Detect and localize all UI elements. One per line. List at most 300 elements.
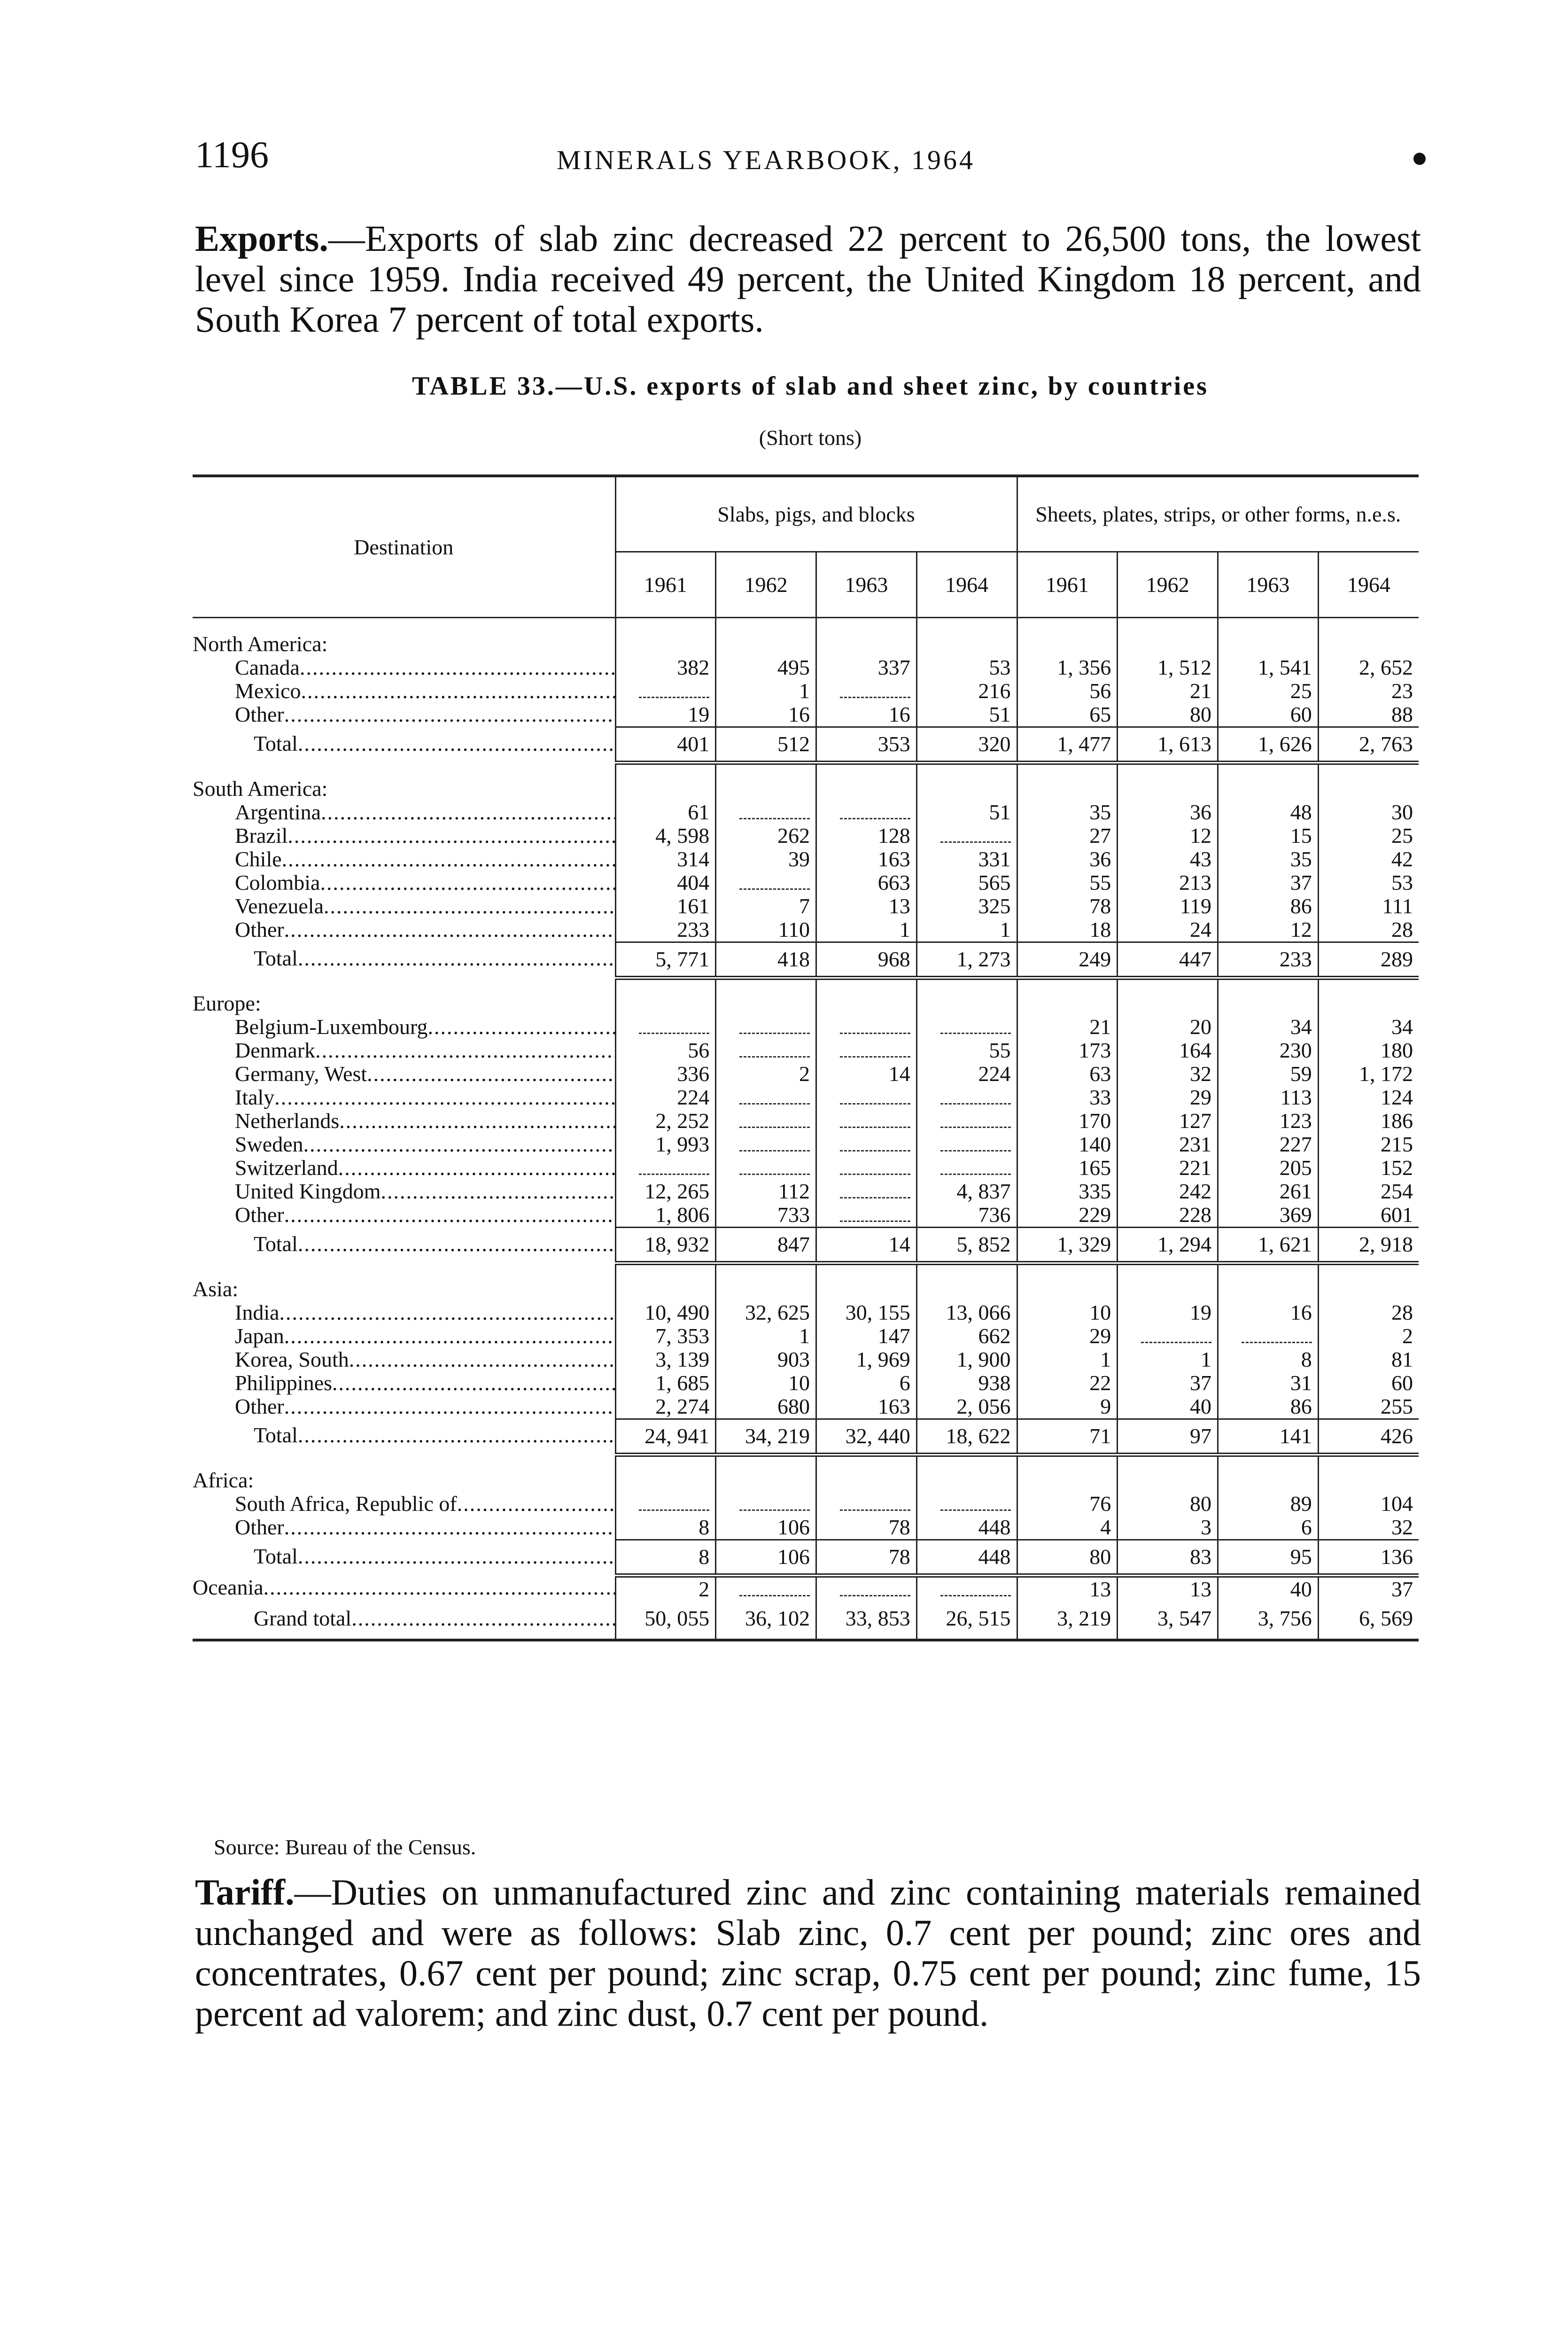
row-label-text: Canada	[235, 656, 300, 679]
table-cell: 48	[1218, 801, 1319, 824]
table-cell: 65	[1017, 703, 1118, 727]
table-cell: 30	[1318, 801, 1419, 824]
table-cell: 86	[1218, 894, 1319, 918]
row-label-text: Asia:	[193, 1276, 239, 1301]
table-cell	[1017, 978, 1118, 1015]
table-cell: 18, 932	[615, 1228, 716, 1263]
dot-leader	[457, 1492, 615, 1516]
table-row	[193, 1086, 1419, 1109]
table-cell: 447	[1118, 942, 1218, 978]
table-cell: 152	[1318, 1156, 1419, 1180]
empty-dash	[1242, 1329, 1312, 1343]
year-header: 1964	[1318, 552, 1419, 618]
table-cell: 60	[1218, 703, 1319, 727]
row-label	[193, 978, 615, 1015]
table-cell: 3, 547	[1118, 1601, 1218, 1640]
row-label	[193, 918, 615, 942]
table-cell: 35	[1218, 848, 1319, 871]
table-cell	[615, 1492, 716, 1516]
empty-dash	[840, 1582, 910, 1596]
table-cell: 448	[916, 1516, 1017, 1540]
row-label	[193, 703, 615, 727]
table-cell	[1017, 618, 1118, 656]
table-cell: 3	[1118, 1516, 1218, 1540]
table-cell: 369	[1218, 1203, 1319, 1228]
empty-dash	[840, 1160, 910, 1175]
table-cell: 1	[1017, 1348, 1118, 1371]
table-cell: 86	[1218, 1395, 1319, 1419]
table-cell: 51	[916, 801, 1017, 824]
dot-leader	[284, 703, 615, 726]
table-cell: 83	[1118, 1540, 1218, 1576]
table-cell: 2, 274	[615, 1395, 716, 1419]
tariff-text: —Duties on unmanufactured zinc and zinc containing materials remained unchanged and were as follows: Slab zinc, 0.7 cent per pound; zinc ores and concentrates, 0.67 cent per pound; zinc scrap, 0.75 cent per pound; zinc fume, 15 percent ad valorem; and zinc dust, 0.7 cent per pound.	[195, 1872, 1421, 2034]
table-cell	[716, 978, 816, 1015]
table-cell: 34, 219	[716, 1419, 816, 1455]
table-cell	[816, 1039, 917, 1062]
row-label	[193, 679, 615, 703]
total-row	[193, 1419, 1419, 1455]
table-cell: 27	[1017, 824, 1118, 848]
table-cell: 1, 294	[1118, 1228, 1218, 1263]
empty-dash	[940, 1582, 1011, 1596]
table-cell	[1218, 1455, 1319, 1492]
table-cell: 495	[716, 656, 816, 679]
table-cell: 81	[1318, 1348, 1419, 1371]
table-cell	[816, 763, 917, 801]
page-header	[195, 134, 1426, 176]
table-cell: 8	[615, 1540, 716, 1576]
row-label-text: Total	[254, 1423, 298, 1447]
row-label-text: Other	[235, 703, 284, 726]
exports-lead: Exports.	[195, 218, 328, 259]
empty-dash	[840, 1184, 910, 1198]
table-cell: 325	[916, 894, 1017, 918]
table-cell	[716, 1455, 816, 1492]
table-cell	[615, 1263, 716, 1301]
table-cell: 2	[1318, 1324, 1419, 1348]
table-cell: 37	[1318, 1576, 1419, 1602]
table-row	[193, 894, 1419, 918]
table-cell: 229	[1017, 1203, 1118, 1228]
table-row	[193, 1015, 1419, 1039]
table-cell: 161	[615, 894, 716, 918]
empty-dash	[940, 1113, 1011, 1128]
row-label	[193, 1228, 615, 1263]
row-label	[193, 1180, 615, 1203]
table-cell: 55	[1017, 871, 1118, 894]
total-row	[193, 727, 1419, 763]
table-cell: 28	[1318, 918, 1419, 942]
table-cell: 6	[1218, 1516, 1319, 1540]
year-header: 1961	[615, 552, 716, 618]
row-label-text: South Africa, Republic of	[235, 1492, 457, 1516]
dot-leader	[321, 801, 615, 824]
dot-leader	[380, 1180, 615, 1203]
table-cell	[716, 1086, 816, 1109]
row-label-text: Colombia	[235, 871, 320, 894]
table-cell	[816, 1492, 917, 1516]
group-header-slabs: Slabs, pigs, and blocks	[615, 476, 1017, 552]
table-row	[193, 1492, 1419, 1516]
table-cell: 565	[916, 871, 1017, 894]
row-label-text: Mexico	[235, 679, 301, 703]
table-cell	[1318, 618, 1419, 656]
table-cell: 23	[1318, 679, 1419, 703]
table-cell: 165	[1017, 1156, 1118, 1180]
table-cell: 254	[1318, 1180, 1419, 1203]
table-cell	[615, 679, 716, 703]
table-cell: 29	[1118, 1086, 1218, 1109]
table-cell: 680	[716, 1395, 816, 1419]
table-cell: 382	[615, 656, 716, 679]
table-cell: 140	[1017, 1133, 1118, 1156]
row-label	[193, 1324, 615, 1348]
table-cell: 32, 625	[716, 1301, 816, 1324]
table-cell	[615, 1015, 716, 1039]
year-header: 1963	[816, 552, 917, 618]
table-cell: 221	[1118, 1156, 1218, 1180]
row-label	[193, 1156, 615, 1180]
empty-dash	[840, 1496, 910, 1511]
table-cell	[816, 1015, 917, 1039]
table-cell	[816, 1455, 917, 1492]
empty-dash	[739, 1019, 810, 1034]
table-cell: 289	[1318, 942, 1419, 978]
table-cell: 24, 941	[615, 1419, 716, 1455]
table-cell: 7, 353	[615, 1324, 716, 1348]
table-cell: 1, 806	[615, 1203, 716, 1228]
table-cell: 25	[1318, 824, 1419, 848]
table-cell: 1, 477	[1017, 727, 1118, 763]
dot-leader	[300, 656, 615, 679]
table-cell: 12	[1218, 918, 1319, 942]
table-cell: 448	[916, 1540, 1017, 1576]
dot-leader	[320, 871, 615, 894]
row-label	[193, 1015, 615, 1039]
exports-table-container	[193, 474, 1419, 1641]
table-cell	[1318, 1455, 1419, 1492]
table-subtitle: (Short tons)	[759, 426, 862, 450]
region-heading-row	[193, 618, 1419, 656]
table-cell: 1	[716, 679, 816, 703]
dot-leader	[282, 848, 615, 871]
table-cell: 230	[1218, 1039, 1319, 1062]
table-cell: 3, 139	[615, 1348, 716, 1371]
table-cell	[716, 1133, 816, 1156]
table-row	[193, 1348, 1419, 1371]
table-cell: 63	[1017, 1062, 1118, 1086]
table-cell	[816, 1180, 917, 1203]
row-label-text: Europe:	[193, 991, 261, 1015]
empty-dash	[739, 1137, 810, 1151]
destination-header: Destination	[193, 476, 615, 618]
table-cell: 163	[816, 1395, 917, 1419]
row-label-text: United Kingdom	[235, 1180, 381, 1203]
table-cell: 104	[1318, 1492, 1419, 1516]
table-cell: 16	[816, 703, 917, 727]
table-cell: 353	[816, 727, 917, 763]
empty-dash	[840, 1043, 910, 1058]
year-header: 1962	[1118, 552, 1218, 618]
table-cell: 53	[1318, 871, 1419, 894]
row-label	[193, 1419, 615, 1455]
table-cell	[716, 1156, 816, 1180]
table-cell: 164	[1118, 1039, 1218, 1062]
table-cell: 16	[716, 703, 816, 727]
dot-leader	[338, 1156, 615, 1180]
table-row	[193, 1576, 1419, 1602]
table-cell: 127	[1118, 1109, 1218, 1133]
table-cell: 2, 652	[1318, 656, 1419, 679]
table-cell: 50, 055	[615, 1601, 716, 1640]
table-cell: 40	[1218, 1576, 1319, 1602]
table-cell	[1118, 763, 1218, 801]
table-cell: 1, 993	[615, 1133, 716, 1156]
table-cell	[916, 1455, 1017, 1492]
table-row	[193, 1395, 1419, 1419]
table-cell: 78	[816, 1540, 917, 1576]
table-cell: 733	[716, 1203, 816, 1228]
empty-dash	[739, 1090, 810, 1104]
table-cell: 78	[1017, 894, 1118, 918]
table-cell: 903	[716, 1348, 816, 1371]
table-row	[193, 848, 1419, 871]
tariff-paragraph	[195, 1872, 1421, 2034]
page-number: 1196	[195, 134, 269, 176]
dot-leader	[298, 1423, 615, 1447]
empty-dash	[739, 1160, 810, 1175]
table-cell	[916, 1156, 1017, 1180]
table-cell: 170	[1017, 1109, 1118, 1133]
empty-dash	[940, 828, 1011, 843]
table-cell: 9	[1017, 1395, 1118, 1419]
dot-leader	[298, 1232, 615, 1256]
exports-text: —Exports of slab zinc decreased 22 percent to 26,500 tons, the lowest level since 1959. India received 49 percent, the United Kingdom 18 percent, and South Korea 7 percent of total exports.	[195, 218, 1421, 340]
exports-paragraph	[195, 218, 1421, 340]
table-row	[193, 703, 1419, 727]
empty-dash	[739, 805, 810, 819]
table-cell: 173	[1017, 1039, 1118, 1062]
table-cell: 418	[716, 942, 816, 978]
table-cell	[716, 1015, 816, 1039]
table-cell: 4	[1017, 1516, 1118, 1540]
row-label-text: Oceania	[193, 1575, 264, 1599]
table-cell	[1118, 978, 1218, 1015]
table-cell	[1017, 763, 1118, 801]
table-cell: 1, 969	[816, 1348, 917, 1371]
table-cell: 32	[1118, 1062, 1218, 1086]
empty-dash	[940, 1090, 1011, 1104]
dot-leader	[284, 1203, 615, 1227]
empty-dash	[639, 684, 709, 698]
table-cell: 242	[1118, 1180, 1218, 1203]
table-cell: 2	[716, 1062, 816, 1086]
dot-leader	[324, 894, 615, 918]
table-cell: 6, 569	[1318, 1601, 1419, 1640]
region-heading-row	[193, 763, 1419, 801]
table-cell: 7	[716, 894, 816, 918]
empty-dash	[940, 1019, 1011, 1034]
row-label-text: Total	[254, 731, 298, 755]
table-cell: 1, 626	[1218, 727, 1319, 763]
table-cell: 335	[1017, 1180, 1118, 1203]
table-cell: 18, 622	[916, 1419, 1017, 1455]
table-cell: 34	[1318, 1015, 1419, 1039]
row-label-text: Africa:	[193, 1468, 254, 1492]
table-cell	[916, 1263, 1017, 1301]
table-cell	[816, 1109, 917, 1133]
table-cell	[1318, 763, 1419, 801]
table-cell: 78	[816, 1516, 917, 1540]
table-row	[193, 1062, 1419, 1086]
table-cell	[716, 1263, 816, 1301]
table-cell	[816, 618, 917, 656]
table-cell: 21	[1017, 1015, 1118, 1039]
table-cell: 15	[1218, 824, 1319, 848]
table-cell: 4, 837	[916, 1180, 1017, 1203]
table-cell: 61	[615, 801, 716, 824]
empty-dash	[639, 1160, 709, 1175]
table-cell: 228	[1118, 1203, 1218, 1228]
table-cell	[916, 1086, 1017, 1109]
table-cell: 14	[816, 1062, 917, 1086]
dot-leader	[301, 679, 615, 703]
table-cell	[816, 1133, 917, 1156]
row-label-text: Belgium-Luxembourg	[235, 1015, 428, 1039]
table-cell	[1017, 1263, 1118, 1301]
table-cell: 37	[1218, 871, 1319, 894]
table-title: TABLE 33.—U.S. exports of slab and sheet zinc, by countries	[412, 372, 1209, 401]
row-label	[193, 1301, 615, 1324]
table-cell: 136	[1318, 1540, 1419, 1576]
table-cell	[916, 1133, 1017, 1156]
dot-leader	[287, 824, 615, 848]
row-label	[193, 1133, 615, 1156]
table-cell: 1, 685	[615, 1371, 716, 1395]
row-label-text: Venezuela	[235, 894, 324, 918]
year-header: 1961	[1017, 552, 1118, 618]
table-cell: 22	[1017, 1371, 1118, 1395]
table-cell: 36, 102	[716, 1601, 816, 1640]
table-cell: 13, 066	[916, 1301, 1017, 1324]
table-cell: 213	[1118, 871, 1218, 894]
dot-leader	[298, 1544, 615, 1568]
table-row	[193, 871, 1419, 894]
row-label	[193, 763, 615, 801]
bullet-mark-icon	[1413, 153, 1426, 165]
dot-leader	[284, 1395, 615, 1418]
row-label	[193, 1203, 615, 1228]
table-cell: 1, 356	[1017, 656, 1118, 679]
dot-leader	[332, 1371, 615, 1395]
table-cell: 1, 613	[1118, 727, 1218, 763]
table-cell: 33	[1017, 1086, 1118, 1109]
table-cell: 224	[615, 1086, 716, 1109]
row-label-text: Philippines	[235, 1371, 333, 1395]
dot-leader	[284, 1516, 615, 1539]
table-cell: 426	[1318, 1419, 1419, 1455]
table-cell: 106	[716, 1540, 816, 1576]
table-cell: 331	[916, 848, 1017, 871]
row-label	[193, 942, 615, 978]
dot-leader	[298, 731, 615, 755]
row-label	[193, 848, 615, 871]
table-cell: 13	[816, 894, 917, 918]
row-label	[193, 1086, 615, 1109]
table-cell: 13	[1118, 1576, 1218, 1602]
table-cell: 337	[816, 656, 917, 679]
table-cell: 30, 155	[816, 1301, 917, 1324]
table-cell	[1218, 1324, 1319, 1348]
table-cell: 14	[816, 1228, 917, 1263]
table-cell	[816, 1576, 917, 1602]
row-label	[193, 1371, 615, 1395]
table-cell	[1017, 1455, 1118, 1492]
row-label-text: Total	[254, 1231, 298, 1256]
row-label	[193, 1109, 615, 1133]
table-row	[193, 1324, 1419, 1348]
table-row	[193, 656, 1419, 679]
table-row	[193, 918, 1419, 942]
table-cell: 43	[1118, 848, 1218, 871]
table-cell: 56	[615, 1039, 716, 1062]
table-cell: 233	[1218, 942, 1319, 978]
row-label	[193, 801, 615, 824]
table-cell: 404	[615, 871, 716, 894]
table-cell	[615, 978, 716, 1015]
table-cell	[1218, 978, 1319, 1015]
table-cell: 18	[1017, 918, 1118, 942]
table-cell: 60	[1318, 1371, 1419, 1395]
table-cell: 13	[1017, 1576, 1118, 1602]
table-row	[193, 1133, 1419, 1156]
table-cell: 336	[615, 1062, 716, 1086]
table-cell: 112	[716, 1180, 816, 1203]
table-cell: 12, 265	[615, 1180, 716, 1203]
table-cell: 5, 771	[615, 942, 716, 978]
table-cell	[615, 618, 716, 656]
empty-dash	[840, 1090, 910, 1104]
table-row	[193, 824, 1419, 848]
table-cell: 19	[1118, 1301, 1218, 1324]
table-cell: 123	[1218, 1109, 1319, 1133]
table-cell	[816, 978, 917, 1015]
row-label	[193, 1455, 615, 1492]
table-cell: 10, 490	[615, 1301, 716, 1324]
table-cell	[816, 1263, 917, 1301]
row-label-text: Other	[235, 1203, 284, 1227]
table-cell	[916, 1109, 1017, 1133]
table-row	[193, 1371, 1419, 1395]
empty-dash	[940, 1496, 1011, 1511]
table-cell: 51	[916, 703, 1017, 727]
table-cell: 4, 598	[615, 824, 716, 848]
table-cell: 1	[816, 918, 917, 942]
table-cell: 31	[1218, 1371, 1319, 1395]
table-cell: 662	[916, 1324, 1017, 1348]
table-cell: 1	[716, 1324, 816, 1348]
table-cell: 111	[1318, 894, 1419, 918]
row-label-text: Switzerland	[235, 1156, 338, 1180]
table-row	[193, 679, 1419, 703]
dot-leader	[349, 1348, 615, 1371]
row-label-text: India	[235, 1300, 279, 1324]
row-label-text: Chile	[235, 847, 282, 871]
table-row	[193, 1180, 1419, 1203]
empty-dash	[1141, 1329, 1211, 1343]
table-cell	[1318, 978, 1419, 1015]
